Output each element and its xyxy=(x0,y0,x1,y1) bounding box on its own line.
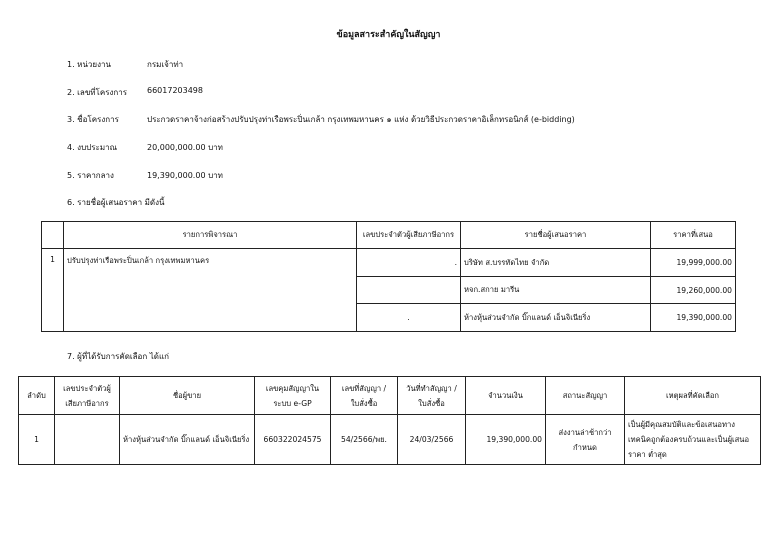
bidders-price: 19,999,000.00 xyxy=(651,249,736,277)
selected-status: ส่งงานล่าช้ากว่ากำหนด xyxy=(546,415,625,465)
bidders-header-no xyxy=(42,222,64,249)
selected-date: 24/03/2566 xyxy=(398,415,466,465)
selected-amount: 19,390,000.00 xyxy=(466,415,546,465)
selected-table xyxy=(18,376,761,465)
selected-header-no: ลำดับ xyxy=(19,377,55,415)
document-title: ข้อมูลสาระสำคัญในสัญญา xyxy=(336,30,441,40)
selected-reason: เป็นผู้มีคุณสมบัติและข้อเสนอทางเทคนิคถูกต้องครบถ้วนและเป็นผู้เสนอราคา ต่ำสุด xyxy=(625,415,761,465)
table-row xyxy=(19,415,761,465)
bidders-heading: 6. รายชื่อผู้เสนอราคา มีดังนี้ xyxy=(67,198,165,207)
selected-header-date: วันที่ทำสัญญา / ใบสั่งซื้อ xyxy=(398,377,466,415)
bidders-name: ห้างหุ้นส่วนจำกัด บิ๊กแลนด์ เอ็นจิเนียริ่ง xyxy=(461,304,651,332)
bidders-item-no: 1 xyxy=(42,249,64,332)
selected-tax-id xyxy=(55,415,120,465)
field-budget-value: 20,000,000.00 บาท xyxy=(147,143,223,152)
bidders-name: หจก.สกาย มารีน xyxy=(461,277,651,304)
selected-contract-no: 54/2566/พย. xyxy=(331,415,398,465)
bidders-header-row xyxy=(42,222,736,249)
selected-heading: 7. ผู้ที่ได้รับการคัดเลือก ได้แก่ xyxy=(67,352,169,361)
bidders-header-price: ราคาที่เสนอ xyxy=(651,222,736,249)
selected-header-row xyxy=(19,377,761,415)
bidders-header-tax-id: เลขประจำตัวผู้เสียภาษีอากร xyxy=(357,222,461,249)
bidders-table xyxy=(41,221,736,332)
selected-header-vendor: ชื่อผู้ขาย xyxy=(120,377,255,415)
bidders-tax-id xyxy=(357,277,461,304)
bidders-item-name: ปรับปรุงท่าเรือพระปิ่นเกล้า กรุงเทพมหานคร xyxy=(64,249,357,332)
field-median-price-value: 19,390,000.00 บาท xyxy=(147,171,223,180)
bidders-price: 19,390,000.00 xyxy=(651,304,736,332)
bidders-name: บริษัท ส.บรรทัดไทย จำกัด xyxy=(461,249,651,277)
bidders-price: 19,260,000.00 xyxy=(651,277,736,304)
bidders-tax-id: . xyxy=(357,304,461,332)
selected-header-contract-no: เลขที่สัญญา / ใบสั่งซื้อ xyxy=(331,377,398,415)
selected-egp-no: 660322024575 xyxy=(255,415,331,465)
selected-no: 1 xyxy=(19,415,55,465)
field-agency-label: 1. หน่วยงาน xyxy=(67,60,111,69)
bidders-header-item: รายการพิจารณา xyxy=(64,222,357,249)
table-row xyxy=(42,249,736,277)
selected-header-status: สถานะสัญญา xyxy=(546,377,625,415)
selected-header-reason: เหตุผลที่คัดเลือก xyxy=(625,377,761,415)
selected-header-tax-id: เลขประจำตัวผู้เสียภาษีอากร xyxy=(55,377,120,415)
selected-vendor: ห้างหุ้นส่วนจำกัด บิ๊กแลนด์ เอ็นจิเนียริ่ง xyxy=(120,415,255,465)
bidders-header-bidder: รายชื่อผู้เสนอราคา xyxy=(461,222,651,249)
field-project-no-label: 2. เลขที่โครงการ xyxy=(67,88,128,97)
field-median-price-label: 5. ราคากลาง xyxy=(67,171,114,180)
bidders-tax-id: . xyxy=(357,249,461,277)
field-agency-value: กรมเจ้าท่า xyxy=(147,60,184,69)
selected-header-egp-no: เลขคุมสัญญาในระบบ e-GP xyxy=(255,377,331,415)
field-budget-label: 4. งบประมาณ xyxy=(67,143,118,152)
selected-header-amount: จำนวนเงิน xyxy=(466,377,546,415)
field-project-name-value: ประกวดราคาจ้างก่อสร้างปรับปรุงท่าเรือพระปิ่นเกล้า กรุงเทพมหานคร ๑ แห่ง ด้วยวิธีประกวดราคาอิเล็กทรอนิกส์ (e-bidding) xyxy=(147,115,575,124)
field-project-name-label: 3. ชื่อโครงการ xyxy=(67,115,119,124)
field-project-no-value: 66017203498 xyxy=(147,86,203,95)
